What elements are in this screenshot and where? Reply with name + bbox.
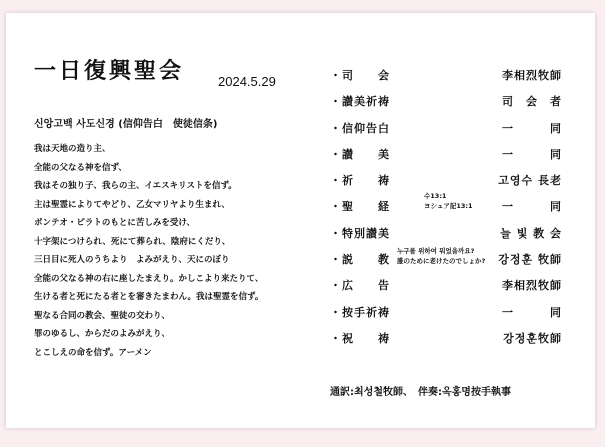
creed-line: 我はその独り子、我らの主、イエスキリストを信ず。 — [34, 181, 237, 191]
credits-footer: 通訳:최성철牧師、 伴奏:옥홍명按手執事 — [330, 387, 511, 398]
order-item-person: 강정훈 牧師 — [498, 253, 562, 267]
scripture-ref-japanese: ヨシュア記13:1 — [424, 202, 473, 210]
scripture-ref-korean: 수13:1 — [424, 192, 447, 200]
scripture-reference — [424, 191, 473, 211]
order-row — [330, 93, 562, 119]
order-item-label: ・按手祈祷 — [330, 305, 390, 319]
order-row — [330, 277, 562, 303]
order-item-label: ・特別讃美 — [330, 226, 390, 240]
order-of-service — [330, 67, 562, 356]
order-item-person: 一 同 — [502, 305, 562, 319]
creed-line: 主は聖霊によりてやどり、乙女マリヤより生まれ、 — [34, 199, 230, 210]
creed-line: 我は天地の造り主、 — [34, 144, 111, 154]
order-item-person: 司 会 者 — [502, 95, 562, 109]
order-item-label: ・祈 祷 — [330, 174, 390, 188]
creed-text — [34, 140, 263, 362]
order-item-label: ・聖 経 — [330, 200, 390, 214]
order-item-person: 강정훈牧師 — [503, 331, 562, 345]
order-item-label: ・広 告 — [330, 279, 390, 293]
order-item-person: 고영수 長老 — [498, 174, 562, 188]
creed-line: ポンテオ・ピラトのもとに苦しみを受け、 — [34, 218, 195, 228]
creed-heading: 신앙고백 사도신경 (信仰告白 使徒信条) — [34, 119, 218, 130]
order-item-label: ・説 教 — [330, 253, 390, 267]
order-item-label: ・讃 美 — [330, 147, 390, 161]
order-row — [330, 304, 562, 330]
order-row — [330, 67, 562, 93]
order-item-person: 李相烈牧師 — [502, 69, 562, 82]
creed-line: とこしえの命を信ず。アーメン — [34, 347, 152, 358]
order-row — [330, 146, 562, 172]
order-item-label: ・司 会 — [330, 69, 390, 82]
order-item-label: ・祝 祷 — [330, 331, 390, 345]
creed-line: 罪のゆるし、からだのよみがえり、 — [34, 329, 171, 339]
sermon-title — [397, 246, 485, 266]
creed-line: 全能の父なる神を信ず、 — [34, 162, 127, 173]
creed-line: 聖なる合同の教会、聖徒の交わり、 — [34, 310, 171, 321]
order-item-label: ・信仰告白 — [330, 121, 390, 135]
order-item-person: 늘 빛 教 会 — [500, 226, 562, 240]
order-item-person: 一 同 — [502, 147, 562, 161]
order-item-person: 一 同 — [502, 200, 562, 214]
creed-line: 十字架につけられ、死にて葬られ、陰府にくだり、 — [34, 236, 231, 247]
sermon-title-japanese: 誰のために老けたのでしょか? — [397, 257, 486, 265]
page-title: 一日復興聖会 — [34, 58, 185, 84]
creed-line: 全能の父なる神の右に座したまえり。かしこより来たりて、 — [34, 273, 264, 284]
sermon-title-korean: 누구를 위하여 뭐었을까요? — [397, 247, 475, 255]
order-row — [330, 330, 562, 356]
order-item-person: 李相烈牧師 — [502, 279, 562, 293]
event-date: 2024.5.29 — [218, 74, 276, 89]
creed-line: 三日目に死人のうちより よみがえり、天にのぼり — [34, 255, 230, 265]
order-row — [330, 120, 562, 146]
order-item-person: 一 同 — [502, 121, 562, 135]
order-item-label: ・讃美祈祷 — [330, 95, 390, 109]
creed-line: 生ける者と死にたる者とを審きたまわん。我は聖霊を信ず。 — [34, 292, 264, 302]
